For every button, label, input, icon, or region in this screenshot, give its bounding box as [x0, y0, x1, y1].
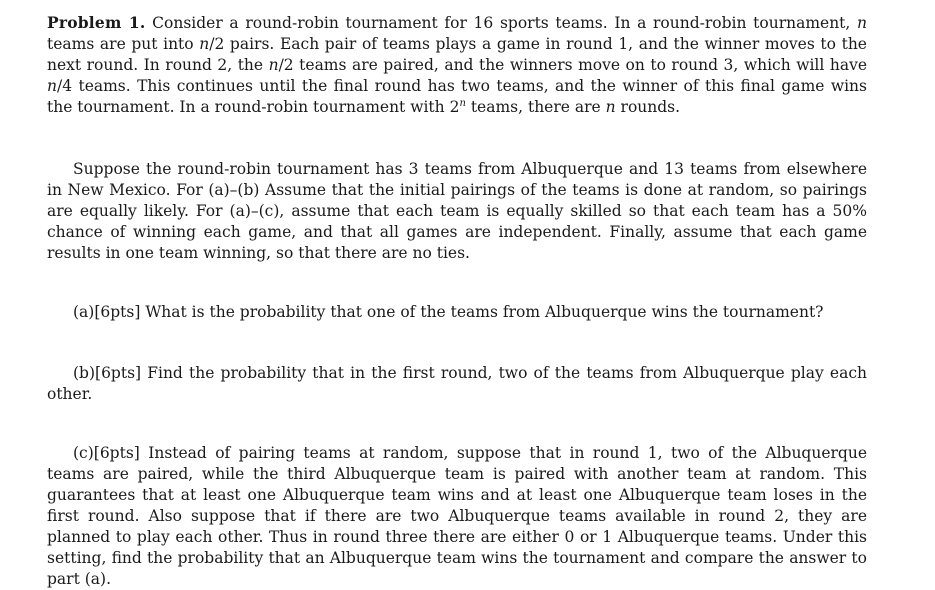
question-c-label: (c)[6pts]: [73, 444, 140, 462]
problem-document: [47, 12, 867, 590]
math-n: n: [199, 35, 210, 53]
intro-text-10: teams, there are: [465, 98, 606, 116]
question-b: [47, 363, 867, 405]
math-n: n: [47, 77, 57, 95]
question-a-label: (a)[6pts]: [73, 303, 141, 321]
intro-text-2: teams are put into: [47, 35, 200, 53]
question-b-label: (b)[6pts]: [73, 364, 142, 382]
problem-intro-paragraph: [47, 12, 867, 118]
question-c: [47, 443, 867, 590]
intro-text-6: /2 teams are paired, and the winners move on to round 3, which will have: [278, 56, 867, 74]
question-a-text: What is the probability that one of the teams from Albuquerque wins the tournament?: [140, 303, 824, 321]
intro-text-0: Consider a round-robin tournament for 16 sports teams. In a round-robin tournament,: [145, 14, 858, 32]
intro-text-12: rounds.: [615, 98, 681, 116]
math-n: n: [857, 14, 867, 32]
question-b-text: Find the probability that in the first round, two of the teams from Albuquerque play each other.: [47, 364, 867, 403]
intro-text-8: /4 teams. This continues until the final round has two teams, and the winner of this final game wins the tournament. In a round-robin tournament with 2: [47, 77, 867, 116]
intro-text-4: /2 pairs. Each pair of teams plays a game in round 1, and the winner moves to the next round. In round 2, the: [47, 35, 867, 74]
problem-setup-paragraph: Suppose the round-robin tournament has 3 teams from Albuquerque and 13 teams from elsewhere in New Mexico. For (a)–(b) Assume that the initial pairings of the teams is done at random, so pairings are equally likely. For (a)–(c), assume that each team is equally skilled so that each team has a 50% chance of winning each game, and that all games are independent. Finally, assume that each game results in one team winning, so that there are no ties.: [47, 160, 867, 262]
math-n: n: [268, 56, 279, 74]
math-n: n: [605, 98, 616, 116]
math-exponent-n: n: [459, 97, 466, 109]
problem-title: Problem 1.: [47, 13, 146, 32]
question-c-text: Instead of pairing teams at random, suppose that in round 1, two of the Albuquerque teams are paired, while the third Albuquerque team is paired with another team at random. This guarantees that at least one Albuquerque team wins and at least one Albuquerque team loses in the first round. Also suppose that if there are two Albuquerque teams available in round 2, they are planned to play each other. Thus in round three there are either 0 or 1 Albuquerque teams. Under this setting, find the probability that an Albuquerque team wins the tournament and compare the answer to part (a).: [47, 444, 867, 588]
question-a: [47, 302, 867, 323]
